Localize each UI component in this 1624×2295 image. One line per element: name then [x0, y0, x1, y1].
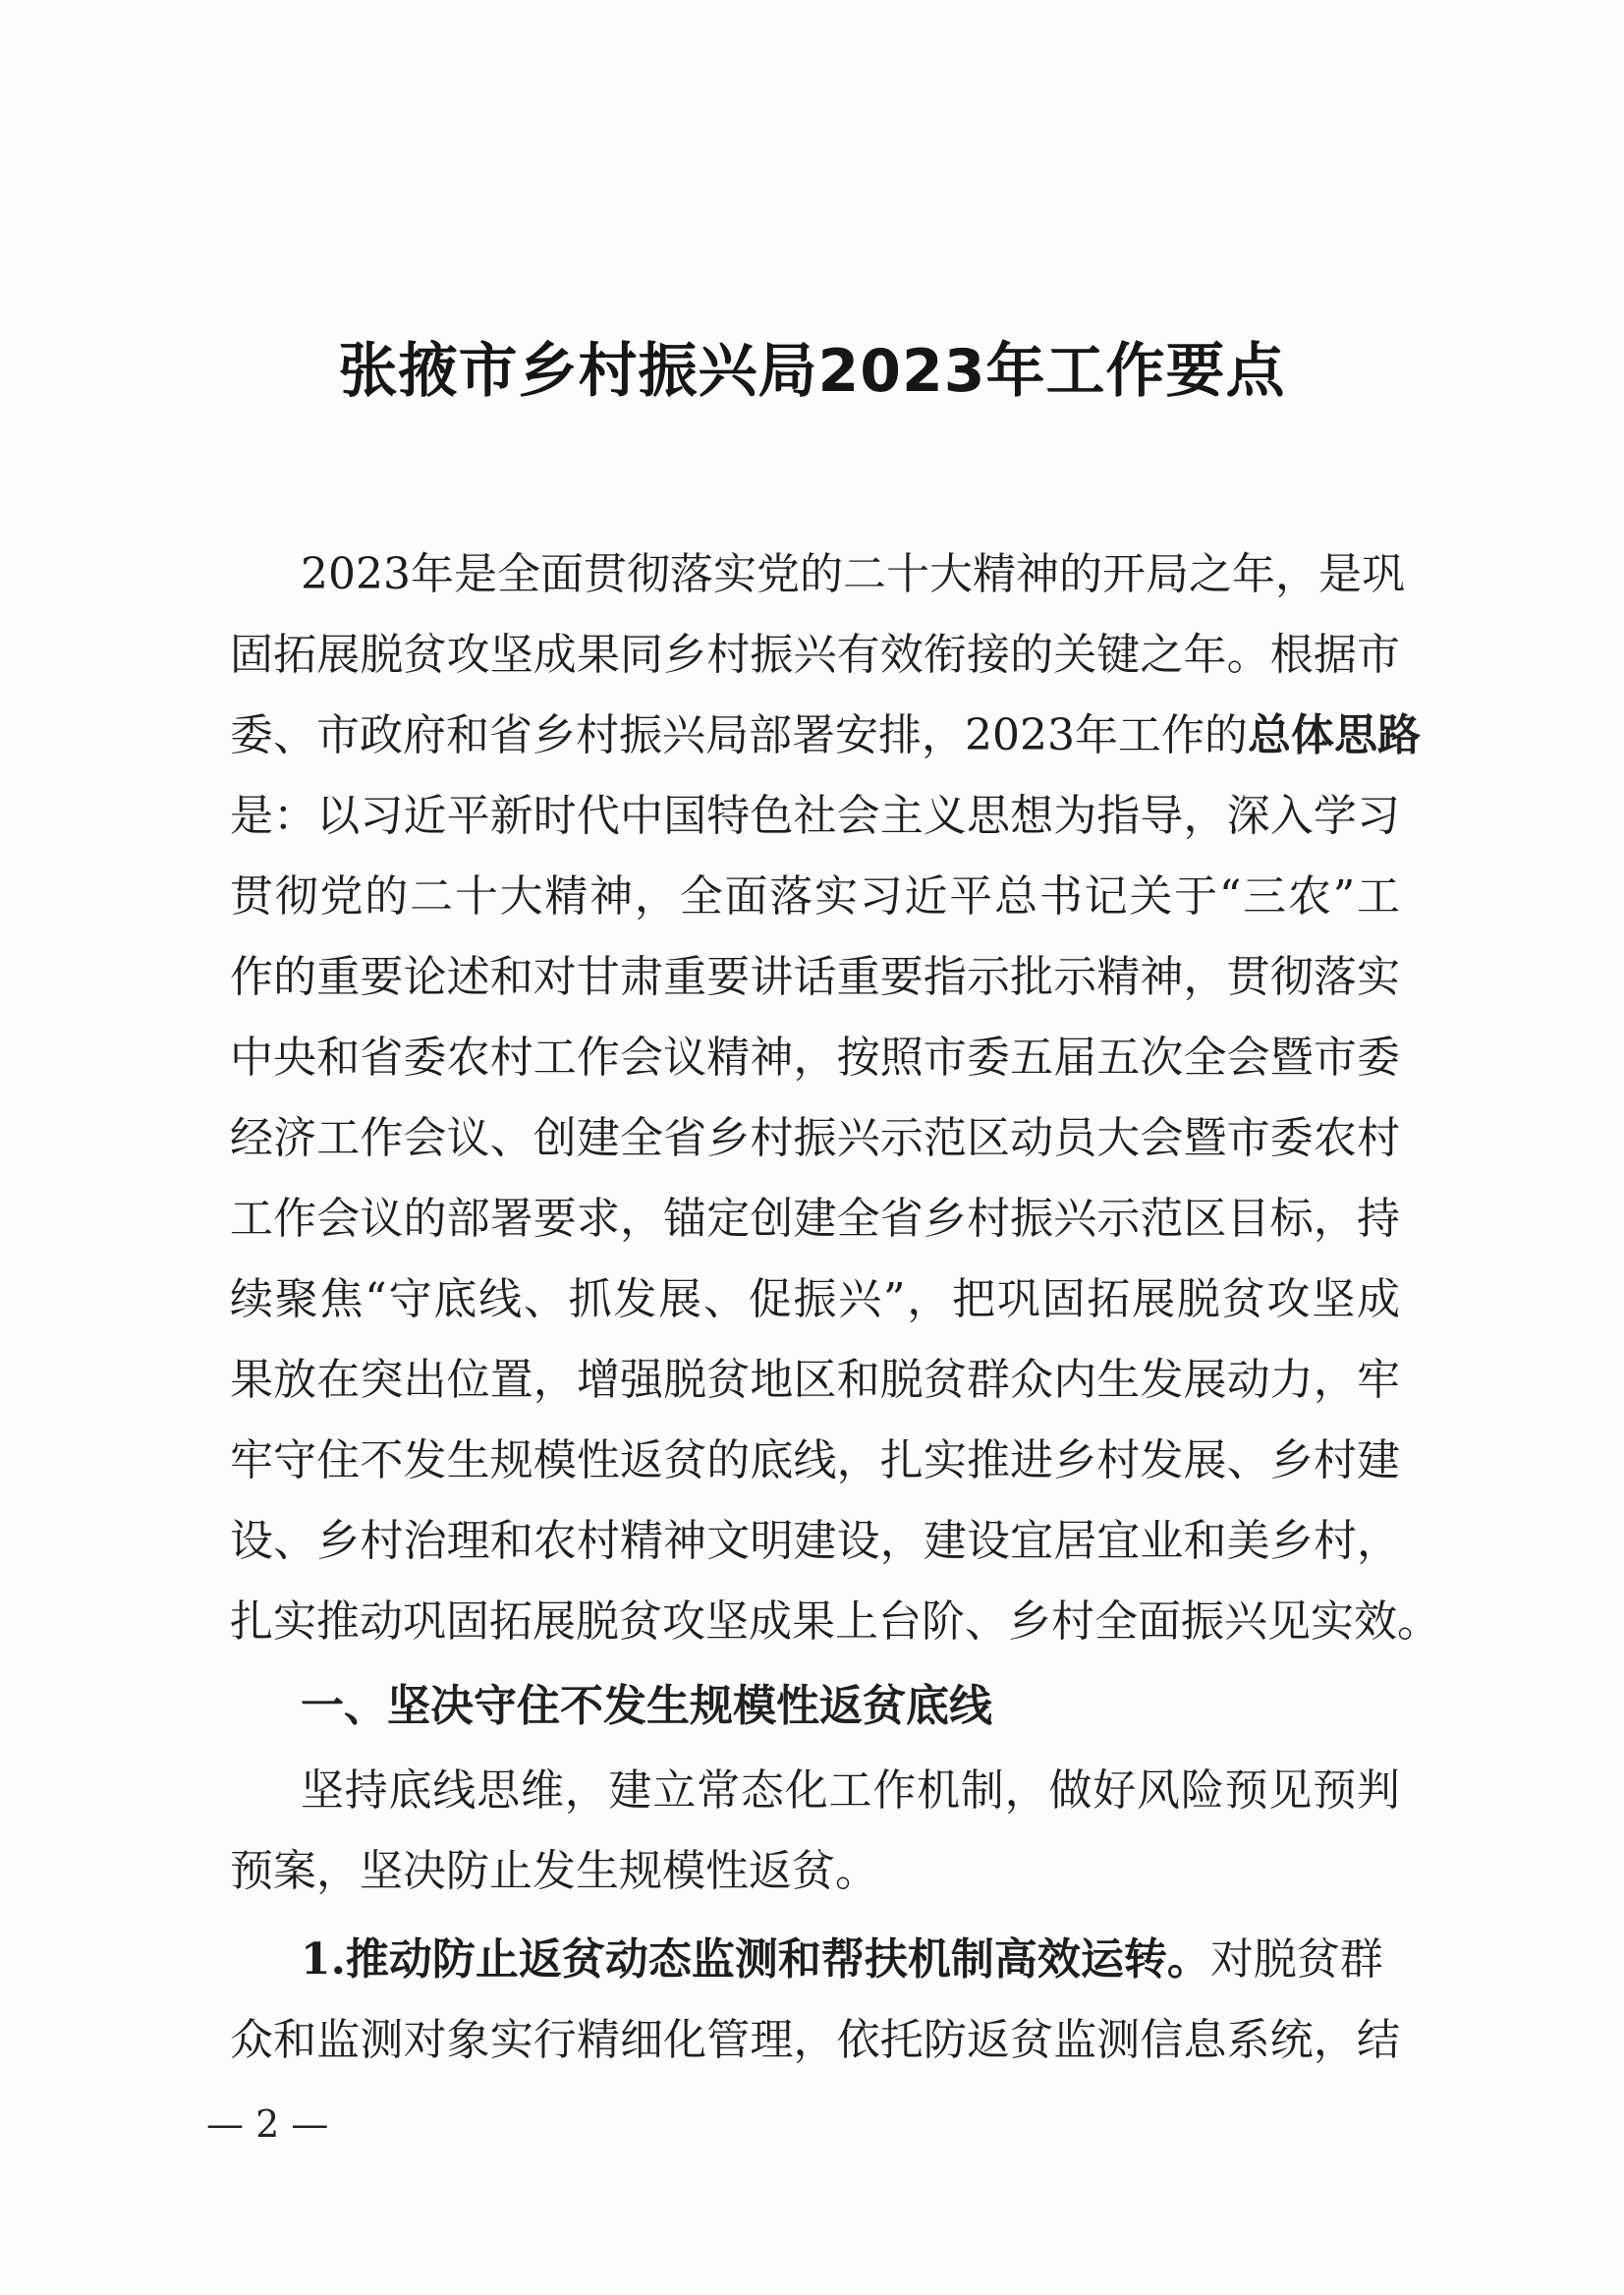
paragraph-line: 作的重要论述和对甘肃重要讲话重要指示批示精神，贯彻落实 — [230, 952, 1400, 1002]
paragraph-line — [230, 700, 1421, 762]
list-item-bold-lead: 1.推动防止返贫动态监测和帮扶机制高效运转。 — [301, 1934, 1210, 1985]
list-item-text: 对脱贫群 — [1209, 1934, 1383, 1985]
bold-phrase: 总体思路 — [1247, 710, 1421, 760]
paragraph-line: 预案，坚决防止发生规模性返贫。 — [230, 1846, 878, 1896]
paragraph-line: 工作会议的部署要求，锚定创建全省乡村振兴示范区目标，持 — [230, 1194, 1400, 1244]
paragraph-line: 续聚焦“守底线、抓发展、促振兴”，把巩固拓展脱贫攻坚成 — [230, 1274, 1400, 1324]
paragraph-line: 牢守住不发生规模性返贫的底线，扎实推进乡村发展、乡村建 — [230, 1435, 1400, 1485]
paragraph-line: 众和监测对象实行精细化管理，依托防返贫监测信息系统，结 — [230, 2015, 1400, 2065]
paragraph-line: 贯彻党的二十大精神，全面落实习近平总书记关于“三农”工 — [230, 871, 1400, 922]
paragraph-line: 中央和省委农村工作会议精神，按照市委五届五次全会暨市委 — [230, 1033, 1400, 1083]
paragraph-line: 坚持底线思维，建立常态化工作机制，做好风险预见预判 — [301, 1765, 1400, 1816]
paragraph-line: 设、乡村治理和农村精神文明建设，建设宜居宜业和美乡村， — [230, 1516, 1400, 1566]
paragraph-line: 固拓展脱贫攻坚成果同乡村振兴有效衔接的关键之年。根据市 — [230, 630, 1400, 680]
section-heading: 一、坚决守住不发生规模性返贫底线 — [301, 1681, 992, 1731]
paragraph-line: 扎实推动巩固拓展脱贫攻坚成果上台阶、乡村全面振兴见实效。 — [230, 1596, 1440, 1647]
page-number: — 2 — — [206, 2102, 329, 2146]
document-title: 张掖市乡村振兴局2023年工作要点 — [338, 337, 1286, 406]
paragraph-line-text: 委、市政府和省乡村振兴局部署安排，2023年工作的 — [230, 710, 1248, 760]
paragraph-line: 果放在突出位置，增强脱贫地区和脱贫群众内生发展动力，牢 — [230, 1355, 1400, 1405]
paragraph-line: 是：以习近平新时代中国特色社会主义思想为指导，深入学习 — [230, 791, 1400, 841]
paragraph-line: 2023年是全面贯彻落实党的二十大精神的开局之年，是巩 — [301, 549, 1405, 599]
paragraph-line: 经济工作会议、创建全省乡村振兴示范区动员大会暨市委农村 — [230, 1113, 1400, 1163]
list-item-line — [301, 1924, 1383, 1987]
